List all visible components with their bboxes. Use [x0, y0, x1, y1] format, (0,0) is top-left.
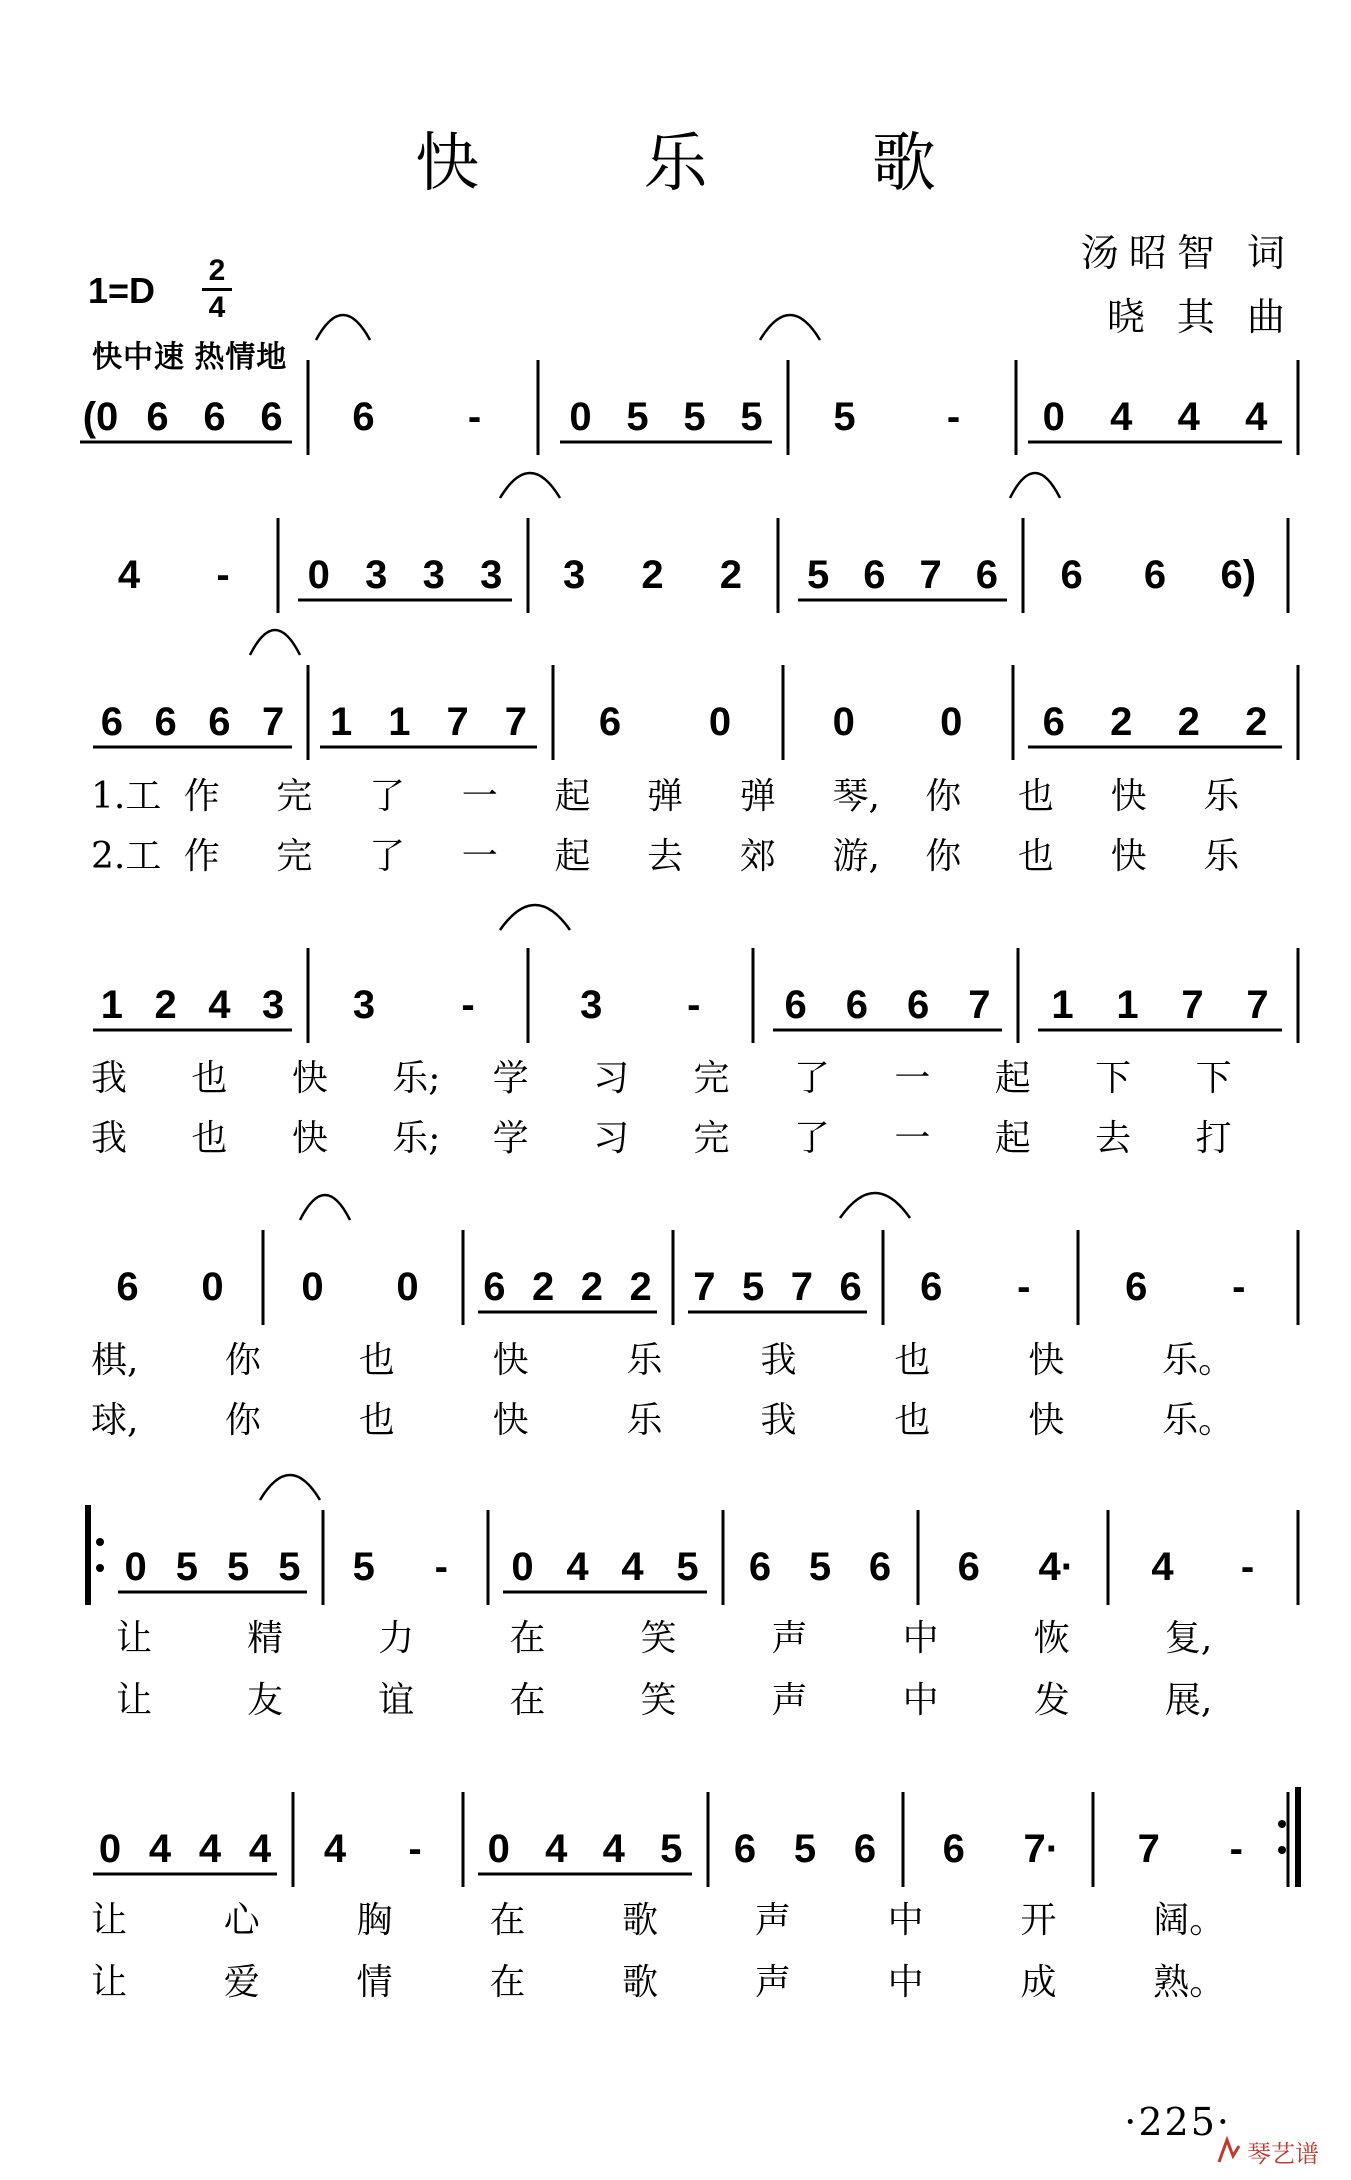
lyric-syllable: 中 [902, 1618, 939, 1659]
dash-note: - [216, 553, 230, 597]
jianpu-note: 6 [116, 1265, 139, 1309]
jianpu-note: 6 [1143, 553, 1167, 597]
jianpu-note: 4 [545, 1827, 568, 1871]
jianpu-note: 6 [975, 553, 998, 597]
meter-top: 2 [208, 254, 226, 287]
jianpu-note: 4 [1151, 1545, 1174, 1589]
jianpu-note: 0 [307, 553, 330, 597]
lyric-syllable: 快 [291, 1058, 328, 1099]
lyric-syllable: 作 [183, 776, 220, 817]
lyric-syllable: 乐; [392, 1118, 441, 1159]
jianpu-note: 0 [98, 1827, 122, 1871]
lyric-syllable: 情 [356, 1962, 393, 2003]
lyric-syllable: 在 [509, 1680, 546, 1721]
lyric-syllable: 声 [771, 1618, 808, 1659]
lyric-syllable: 恢 [1033, 1618, 1070, 1659]
jianpu-note: 2 [580, 1265, 603, 1309]
lyric-syllable: 学 [492, 1118, 529, 1159]
jianpu-note: 4 [148, 1827, 172, 1871]
dash-note: - [946, 395, 961, 439]
jianpu-note: 4 [602, 1827, 625, 1871]
jianpu-note: 6 [907, 983, 930, 1027]
lyric-syllable: 在 [489, 1962, 526, 2003]
jianpu-note: 7· [1023, 1827, 1060, 1871]
dash-note: - [1229, 1827, 1243, 1871]
repeat-dot [96, 1564, 104, 1572]
lyric-syllable: 中 [902, 1680, 939, 1721]
lyric-syllable: 复, [1164, 1618, 1213, 1659]
jianpu-note: 0 [1042, 395, 1065, 439]
jianpu-note: 4 [621, 1545, 644, 1589]
dash-note: - [687, 983, 701, 1027]
lyric-syllable: 弹 [647, 776, 684, 817]
lyric-syllable: 开 [1020, 1900, 1057, 1941]
jianpu-note: 6 [868, 1545, 892, 1589]
repeat-dot [96, 1538, 104, 1546]
lyric-syllable: 也 [894, 1340, 931, 1381]
slur-arc [840, 1193, 910, 1218]
lyric-syllable: 你 [925, 836, 962, 877]
dash-note: - [408, 1827, 422, 1871]
lyric-syllable: 声 [754, 1962, 791, 2003]
jianpu-note: 6) [1220, 553, 1257, 597]
slur-arc [316, 315, 370, 340]
jianpu-note: 7 [262, 700, 285, 744]
dash-note: - [434, 1545, 448, 1589]
lyric-syllable: 在 [489, 1900, 526, 1941]
jianpu-note: 6 [146, 395, 169, 439]
jianpu-note: 6 [100, 700, 123, 744]
dash-note: - [1232, 1265, 1246, 1309]
jianpu-note: 6 [1125, 1265, 1148, 1309]
jianpu-note: 4 [323, 1827, 347, 1871]
jianpu-note: 4 [117, 553, 141, 597]
jianpu-note: 0 [511, 1545, 534, 1589]
lyric-syllable: 笑 [640, 1618, 677, 1659]
lyric-syllable: 也 [191, 1118, 228, 1159]
jianpu-note: 2 [641, 553, 664, 597]
lyric-syllable: 在 [509, 1618, 546, 1659]
lyric-syllable: 2.工 [91, 836, 162, 877]
lyric-syllable: 歌 [622, 1962, 659, 2003]
lyric-syllable: 打 [1195, 1118, 1232, 1159]
jianpu-note: 6 [733, 1827, 757, 1871]
composer-credit: 晓 其 曲 [1106, 295, 1295, 339]
lyric-syllable: 郊 [739, 836, 776, 877]
jianpu-note: 7 [446, 700, 469, 744]
lyric-syllable: 乐 [626, 1400, 663, 1441]
lyric-syllable: 我 [91, 1118, 128, 1159]
jianpu-note: 5 [742, 1265, 765, 1309]
slur-arc [500, 473, 560, 498]
dash-note: - [461, 983, 475, 1027]
jianpu-note: 3 [563, 553, 586, 597]
lyric-syllable: 完 [276, 836, 313, 877]
slur-arc [1010, 473, 1060, 498]
lyric-syllable: 琴, [832, 776, 880, 817]
jianpu-note: 6 [845, 983, 868, 1027]
jianpu-note: 3 [352, 983, 376, 1027]
lyric-syllable: 也 [1017, 776, 1054, 817]
lyric-syllable: 熟。 [1153, 1962, 1226, 2003]
slur-arc [260, 1475, 320, 1500]
lyric-syllable: 让 [91, 1900, 128, 1941]
lyric-syllable: 起 [994, 1118, 1031, 1159]
lyric-syllable: 弹 [739, 776, 776, 817]
lyric-syllable: 起 [994, 1058, 1031, 1099]
jianpu-note: 3 [422, 553, 445, 597]
jianpu-note: 2 [1110, 700, 1133, 744]
lyric-syllable: 你 [224, 1400, 261, 1441]
jianpu-note: 6 [203, 395, 226, 439]
jianpu-note: (0 [82, 395, 119, 439]
lyric-syllable: 完 [693, 1118, 730, 1159]
jianpu-note: 0 [832, 700, 855, 744]
lyric-syllable: 也 [894, 1400, 931, 1441]
slur-arc [300, 1195, 350, 1220]
jianpu-note: 5 [278, 1545, 301, 1589]
lyric-syllable: 一 [894, 1118, 931, 1159]
lyric-syllable: 了 [793, 1058, 830, 1099]
jianpu-note: 6 [863, 553, 886, 597]
jianpu-note: 5 [175, 1545, 198, 1589]
jianpu-note: 4 [1177, 395, 1200, 439]
jianpu-note: 6 [942, 1827, 965, 1871]
lyric-syllable: 力 [378, 1618, 415, 1659]
jianpu-note: 5 [683, 395, 706, 439]
jianpu-note: 1 [1116, 983, 1139, 1027]
jianpu-note: 3 [580, 983, 603, 1027]
lyric-syllable: 了 [793, 1118, 830, 1159]
lyric-syllable: 我 [760, 1400, 797, 1441]
jianpu-note: 5 [352, 1545, 375, 1589]
jianpu-note: 6 [483, 1265, 506, 1309]
lyric-syllable: 快 [492, 1340, 529, 1381]
jianpu-note: 0 [569, 395, 592, 439]
jianpu-note: 1 [330, 700, 353, 744]
dash-note: - [1240, 1545, 1255, 1589]
lyric-syllable: 去 [1095, 1118, 1132, 1159]
lyric-syllable: 快 [1110, 776, 1147, 817]
jianpu-note: 1 [100, 983, 123, 1027]
jianpu-note: 5 [807, 553, 830, 597]
jianpu-note: 3 [480, 553, 503, 597]
jianpu-note: 6 [748, 1545, 772, 1589]
lyric-syllable: 乐 [1203, 776, 1240, 817]
lyric-syllable: 1.工 [91, 776, 162, 817]
jianpu-note: 6 [154, 700, 177, 744]
jianpu-note: 2 [629, 1265, 652, 1309]
jianpu-note: 5 [660, 1827, 683, 1871]
lyric-syllable: 你 [224, 1340, 261, 1381]
lyric-syllable: 胸 [356, 1900, 393, 1941]
lyric-syllable: 声 [754, 1900, 791, 1941]
lyric-syllable: 下 [1195, 1058, 1232, 1099]
jianpu-note: 5 [833, 395, 856, 439]
meter-bottom: 4 [208, 291, 226, 324]
lyric-syllable: 起 [554, 776, 591, 817]
lyric-syllable: 一 [461, 776, 498, 817]
lyric-syllable: 了 [369, 776, 406, 817]
jianpu-note: 7 [504, 700, 527, 744]
jianpu-note: 6 [1042, 700, 1065, 744]
lyric-syllable: 发 [1033, 1680, 1070, 1721]
jianpu-note: 4 [1245, 395, 1268, 439]
lyric-syllable: 游, [832, 836, 880, 877]
lyric-syllable: 快 [492, 1400, 529, 1441]
lyric-syllable: 一 [894, 1058, 931, 1099]
jianpu-note: 7 [1137, 1827, 1160, 1871]
jianpu-note: 6 [784, 983, 807, 1027]
jianpu-note: 2 [719, 553, 742, 597]
lyric-syllable: 快 [291, 1118, 328, 1159]
key-signature: 1=D [88, 270, 156, 311]
jianpu-note: 2 [154, 983, 177, 1027]
lyric-syllable: 乐。 [1162, 1400, 1235, 1441]
lyric-syllable: 成 [1020, 1962, 1057, 2003]
lyric-syllable: 下 [1095, 1058, 1132, 1099]
jianpu-note: 0 [940, 700, 963, 744]
jianpu-note: 5 [808, 1545, 832, 1589]
jianpu-note: 2 [1177, 700, 1200, 744]
lyric-syllable: 也 [358, 1400, 395, 1441]
lyricist-credit: 汤昭智 词 [1080, 231, 1295, 275]
lyric-syllable: 乐; [392, 1058, 441, 1099]
lyric-syllable: 歌 [622, 1900, 659, 1941]
lyric-syllable: 完 [276, 776, 313, 817]
jianpu-note: 0 [708, 700, 732, 744]
lyric-syllable: 阔。 [1153, 1900, 1226, 1941]
lyric-syllable: 友 [247, 1680, 284, 1721]
jianpu-note: 1 [388, 700, 411, 744]
jianpu-note: 0 [301, 1265, 324, 1309]
jianpu-note: 5 [676, 1545, 699, 1589]
song-title: 快 乐 歌 [415, 127, 1008, 201]
dash-note: - [467, 395, 482, 439]
lyric-syllable: 作 [183, 836, 220, 877]
lyric-syllable: 笑 [640, 1680, 677, 1721]
jianpu-note: 5 [626, 395, 649, 439]
jianpu-note: 6 [839, 1265, 862, 1309]
jianpu-note: 2 [532, 1265, 555, 1309]
lyric-syllable: 乐。 [1162, 1340, 1235, 1381]
jianpu-note: 0 [396, 1265, 419, 1309]
watermark-text: 琴艺谱 [1247, 2140, 1319, 2168]
lyric-syllable: 中 [887, 1900, 924, 1941]
lyric-syllable: 中 [887, 1962, 924, 2003]
lyric-syllable: 也 [1017, 836, 1054, 877]
jianpu-note: 7 [919, 553, 942, 597]
jianpu-note: 6 [352, 395, 375, 439]
lyric-syllable: 一 [461, 836, 498, 877]
lyric-syllable: 快 [1028, 1340, 1065, 1381]
lyric-syllable: 让 [116, 1680, 153, 1721]
slur-arc [500, 905, 570, 930]
lyric-syllable: 精 [247, 1618, 284, 1659]
site-logo-icon [1213, 2132, 1343, 2172]
lyric-syllable: 了 [369, 836, 406, 877]
jianpu-note: 7 [1181, 983, 1204, 1027]
lyric-syllable: 你 [925, 776, 962, 817]
jianpu-note: 7 [693, 1265, 716, 1309]
jianpu-note: 4 [198, 1827, 222, 1871]
lyric-syllable: 也 [358, 1340, 395, 1381]
lyric-syllable: 去 [647, 836, 684, 877]
lyric-syllable: 我 [760, 1340, 797, 1381]
lyric-syllable: 习 [593, 1118, 630, 1159]
jianpu-note: 4 [566, 1545, 589, 1589]
jianpu-note: 0 [124, 1545, 147, 1589]
lyric-syllable: 声 [771, 1680, 808, 1721]
lyric-syllable: 也 [191, 1058, 228, 1099]
slur-arc [250, 630, 300, 655]
jianpu-note: 0 [201, 1265, 224, 1309]
jianpu-note: 5 [740, 395, 763, 439]
lyric-syllable: 乐 [1203, 836, 1240, 877]
jianpu-note: 4· [1038, 1545, 1075, 1589]
lyric-syllable: 展, [1164, 1680, 1213, 1721]
jianpu-note: 6 [920, 1265, 943, 1309]
jianpu-note: 6 [260, 395, 283, 439]
jianpu-note: 5 [227, 1545, 250, 1589]
jianpu-note: 6 [598, 700, 622, 744]
lyric-syllable: 起 [554, 836, 591, 877]
jianpu-note: 3 [365, 553, 388, 597]
jianpu-note: 6 [208, 700, 231, 744]
lyric-syllable: 乐 [626, 1340, 663, 1381]
lyric-syllable: 快 [1028, 1400, 1065, 1441]
repeat-dot [1278, 1846, 1286, 1854]
jianpu-note: 4 [208, 983, 231, 1027]
slur-arc [760, 315, 820, 340]
lyric-syllable: 习 [593, 1058, 630, 1099]
jianpu-note: 6 [853, 1827, 877, 1871]
lyric-syllable: 爱 [223, 1962, 260, 2003]
jianpu-note: 7 [1246, 983, 1269, 1027]
lyric-syllable: 心 [223, 1900, 260, 1941]
lyric-syllable: 快 [1110, 836, 1147, 877]
jianpu-note: 3 [262, 983, 285, 1027]
dash-note: - [1017, 1265, 1031, 1309]
jianpu-note: 7 [968, 983, 991, 1027]
jianpu-note: 0 [487, 1827, 510, 1871]
jianpu-note: 6 [1060, 553, 1083, 597]
jianpu-note: 4 [1110, 395, 1133, 439]
lyric-syllable: 谊 [378, 1680, 415, 1721]
lyric-syllable: 棋, [91, 1340, 139, 1381]
jianpu-note: 6 [957, 1545, 980, 1589]
tempo-marking: 快中速 热情地 [92, 341, 288, 374]
lyric-syllable: 让 [91, 1962, 128, 2003]
lyric-syllable: 学 [492, 1058, 529, 1099]
jianpu-note: 2 [1245, 700, 1268, 744]
jianpu-note: 7 [790, 1265, 813, 1309]
repeat-dot [1278, 1820, 1286, 1828]
lyric-syllable: 让 [116, 1618, 153, 1659]
jianpu-note: 4 [248, 1827, 272, 1871]
jianpu-note: 1 [1051, 983, 1074, 1027]
lyric-syllable: 我 [91, 1058, 128, 1099]
lyric-syllable: 完 [693, 1058, 730, 1099]
jianpu-note: 5 [793, 1827, 817, 1871]
lyric-syllable: 球, [91, 1400, 139, 1441]
page-number: ·225· [1124, 2100, 1231, 2144]
